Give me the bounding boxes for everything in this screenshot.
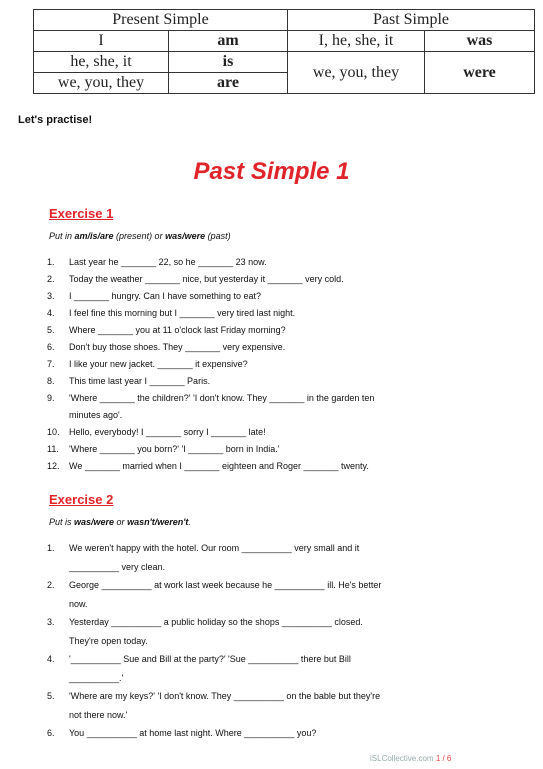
list-item: 10. Hello, everybody! I _______ sorry I _______ late! — [47, 427, 266, 437]
list-item: not there now.' — [69, 709, 128, 720]
present-verb: are — [169, 73, 288, 94]
list-item: 2. Today the weather _______ nice, but yesterday it _______ very cold. — [47, 274, 344, 284]
list-item: 12. We _______ married when I _______ eighteen and Roger _______ twenty. — [47, 461, 369, 471]
list-item: 7. I like your new jacket. _______ it expensive? — [47, 359, 248, 369]
present-subject: we, you, they — [34, 73, 169, 94]
footer-watermark: iSLCollective.com 1 / 6 — [370, 754, 452, 763]
practise-label: Let's practise! — [18, 114, 93, 126]
worksheet-title: Past Simple 1 — [193, 158, 350, 185]
list-item: 8. This time last year I _______ Paris. — [47, 376, 211, 386]
list-item: 5. 'Where are my keys?' 'I don't know. They __________ on the bable but they're — [47, 691, 381, 701]
past-subject: I, he, she, it — [288, 31, 425, 52]
grammar-table — [33, 9, 535, 94]
present-simple-header: Present Simple — [34, 10, 288, 31]
exercise-2-list — [47, 540, 467, 744]
list-item: 3. Yesterday __________ a public holiday so the shops __________ closed. — [47, 617, 363, 627]
exercise-2-heading: Exercise 2 — [49, 492, 114, 507]
list-item: 11. 'Where _______ you born?' 'I _______ born in India.' — [47, 444, 280, 454]
list-item: __________ very clean. — [69, 561, 166, 572]
list-item: 9. 'Where _______ the children?' 'I don't know. They _______ in the garden ten — [47, 393, 375, 403]
exercise-1-list — [47, 254, 467, 475]
list-item: 6. You __________ at home last night. Where __________ you? — [47, 728, 317, 738]
list-item: 3. I _______ hungry. Can I have something to eat? — [47, 291, 261, 301]
present-subject: he, she, it — [34, 52, 169, 73]
exercise-1-instructions: Put in am/is/are (present) or was/were (past) — [49, 231, 231, 241]
exercise-1-heading: Exercise 1 — [49, 206, 114, 221]
page-number: 1 / 6 — [435, 754, 452, 763]
list-item: 4. '__________ Sue and Bill at the party?' 'Sue __________ there but Bill — [47, 654, 351, 664]
past-subject: we, you, they — [288, 52, 425, 94]
list-item: __________.' — [69, 672, 124, 683]
list-item: 6. Don't buy those shoes. They _______ very expensive. — [47, 342, 286, 352]
present-verb: am — [169, 31, 288, 52]
list-item: 1. Last year he _______ 22, so he _______ 23 now. — [47, 257, 267, 267]
past-verb: were — [425, 52, 535, 94]
list-item: 1. We weren't happy with the hotel. Our room __________ very small and it — [47, 543, 360, 553]
present-subject: I — [34, 31, 169, 52]
past-simple-header: Past Simple — [288, 10, 535, 31]
list-item: 4. I feel fine this morning but I _______ very tired last night. — [47, 308, 296, 318]
list-item: now. — [69, 598, 88, 609]
past-verb: was — [425, 31, 535, 52]
list-item: 2. George __________ at work last week because he __________ ill. He's better — [47, 580, 382, 590]
exercise-2-instructions: Put is was/were or wasn't/weren't. — [49, 517, 191, 527]
list-item: 5. Where _______ you at 11 o'clock last Friday morning? — [47, 325, 286, 335]
list-item: minutes ago'. — [69, 410, 123, 420]
present-verb: is — [169, 52, 288, 73]
list-item: They're open today. — [69, 635, 148, 646]
